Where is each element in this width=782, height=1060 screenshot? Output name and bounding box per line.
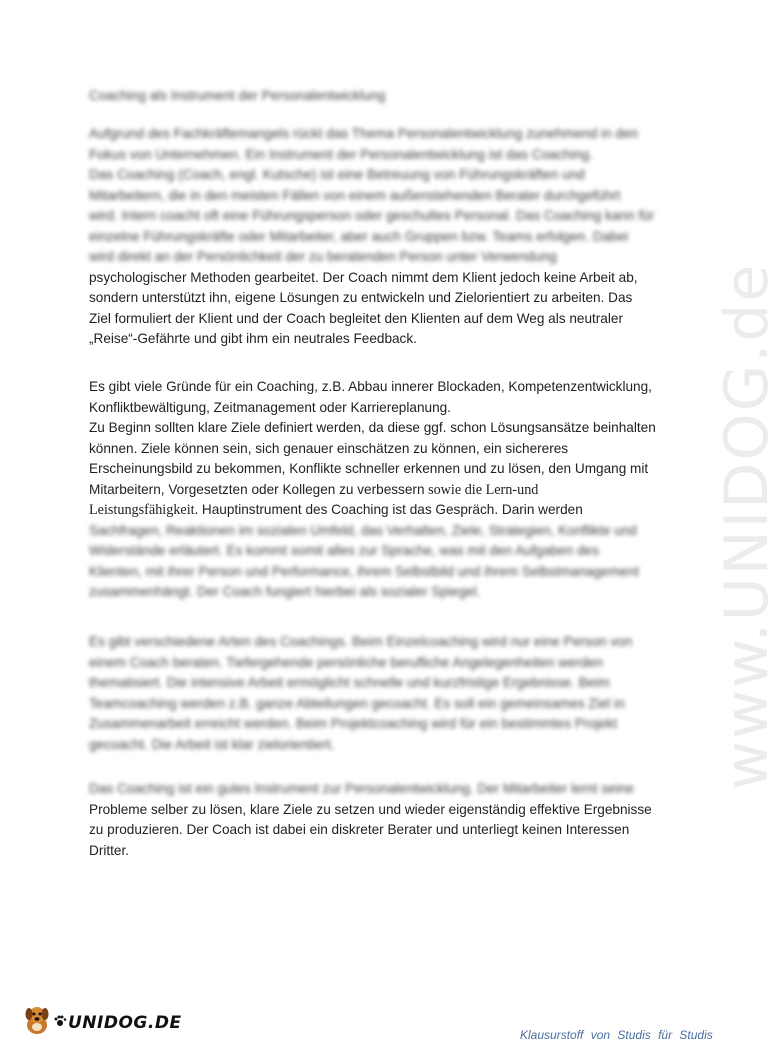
paragraph-4 [89,779,669,861]
text-line: sondern unterstützt ihn, eigene Lösungen zu entwickeln und Zielorientiert zu arbeiten. Das [89,290,633,305]
blurred-line: Fokus von Unternehmen. Ein Instrument der Personalentwicklung ist das Coaching. [89,146,593,162]
logo-text: UNIDOG.DE [68,1012,182,1033]
blurred-line: Widerstände erläutert. Es kommt somit alles zur Sprache, was mit den Aufgaben des [89,543,599,558]
blurred-line: Zusammenarbeit erreicht werden. Beim Projektcoaching wird für ein bestimmtes Projekt [89,716,618,731]
text-line: Erscheinungsbild zu bekommen, Konflikte schneller erkennen und zu lösen, den Umgang mit [89,461,649,476]
blurred-line: Das Coaching (Coach, engl. Kutsche) ist eine Betreuung von Führungskräften und [89,167,585,182]
blurred-line: Klienten, mit ihrer Person und Performance, ihrem Selbstbild und ihrem Selbstmanagement [89,563,640,579]
text-segment: Mitarbeitern, Vorgesetzten oder Kollegen zu verbessern [89,481,425,497]
serif-segment: sowie die Lern-und [424,481,539,498]
blurred-line: Das Coaching ist ein gutes Instrument zur Personalentwicklung. Der Mitarbeiter lernt seine [89,781,634,796]
blurred-line: einem Coach beraten. Tiefergehende persönliche berufliche Angelegenheiten werden [89,654,603,670]
serif-segment: Leistungsfähigkeit. [89,502,199,518]
text-line: Dritter. [89,842,130,858]
dog-mascot-icon [20,1003,54,1042]
text-line: Probleme selber zu lösen, klare Ziele zu setzen und wieder eigenständig effektive Ergebnisse [89,801,652,817]
page-title: Coaching als Instrument der Personalentwicklung [89,88,386,103]
blurred-line: wird. Intern coacht oft eine Führungsperson oder geschultes Personal. Das Coaching kann für [89,208,655,223]
mixed-line [89,480,669,501]
blurred-line: Es gibt verschiedene Arten des Coachings. Beim Einzelcoaching wird nur eine Person von [89,634,633,649]
paragraph-3 [89,632,669,755]
footer-tagline: Klausurstoff von Studis für Studis [520,1028,713,1042]
text-line: psychologischer Methoden gearbeitet. Der Coach nimmt dem Klient jedoch keine Arbeit ab, [89,269,638,285]
blurred-line: thematisiert. Die intensive Arbeit ermöglicht schnelle und kurzfristige Ergebnisse. Beim [89,675,610,690]
blurred-line: Mitarbeitern, die in den meisten Fällen von einem außenstehenden Berater durchgeführt [89,187,621,203]
blurred-line: gecoacht. Die Arbeit ist klar zielorientiert. [89,736,335,752]
text-segment: Hauptinstrument des Coaching ist das Gespräch. Darin werden [198,502,583,517]
unidog-logo[interactable] [20,1003,182,1042]
paw-icon [54,1014,66,1032]
blurred-line: Sachfragen, Reaktionen im sozialen Umfeld, das Verhalten, Ziele, Strategien, Konflikte und [89,522,637,538]
paragraph-1 [89,124,669,350]
blurred-line: einzelne Führungskräfte oder Mitarbeiter, aber auch Gruppen bzw. Teams erfolgen. Dabei [89,228,629,244]
text-line: Zu Beginn sollten klare Ziele definiert werden, da diese ggf. schon Lösungsansätze beinhalten [89,420,656,435]
text-line: können. Ziele können sein, sich genauer einschätzen zu können, ein sichereres [89,440,569,456]
text-line: Konfliktbewältigung, Zeitmanagement oder Karriereplanung. [89,399,451,415]
mixed-line [89,500,669,521]
text-line: Es gibt viele Gründe für ein Coaching, z.B. Abbau innerer Blockaden, Kompetenzentwicklung, [89,379,652,394]
blurred-line: wird direkt an der Persönlichkeit der zu beratenden Person unter Verwendung [89,249,557,264]
text-line: Ziel formuliert der Klient und der Coach begleitet den Klienten auf dem Weg als neutraler [89,310,623,326]
paragraph-2 [89,377,669,603]
watermark: www.UNIDOG.de [712,262,782,790]
blurred-line: Teamcoaching werden z.B. ganze Abteilungen gecoacht. Es soll ein gemeinsames Ziel in [89,695,625,711]
text-line: zu produzieren. Der Coach ist dabei ein diskreter Berater und unterliegt keinen Interessen [89,822,630,837]
blurred-line: Aufgrund des Fachkräftemangels rückt das Thema Personalentwicklung zunehmend in den [89,126,639,141]
text-line: „Reise“-Gefährte und gibt ihm ein neutrales Feedback. [89,331,417,346]
blurred-line: zusammenhängt. Der Coach fungiert hierbei als sozialer Spiegel. [89,584,481,599]
